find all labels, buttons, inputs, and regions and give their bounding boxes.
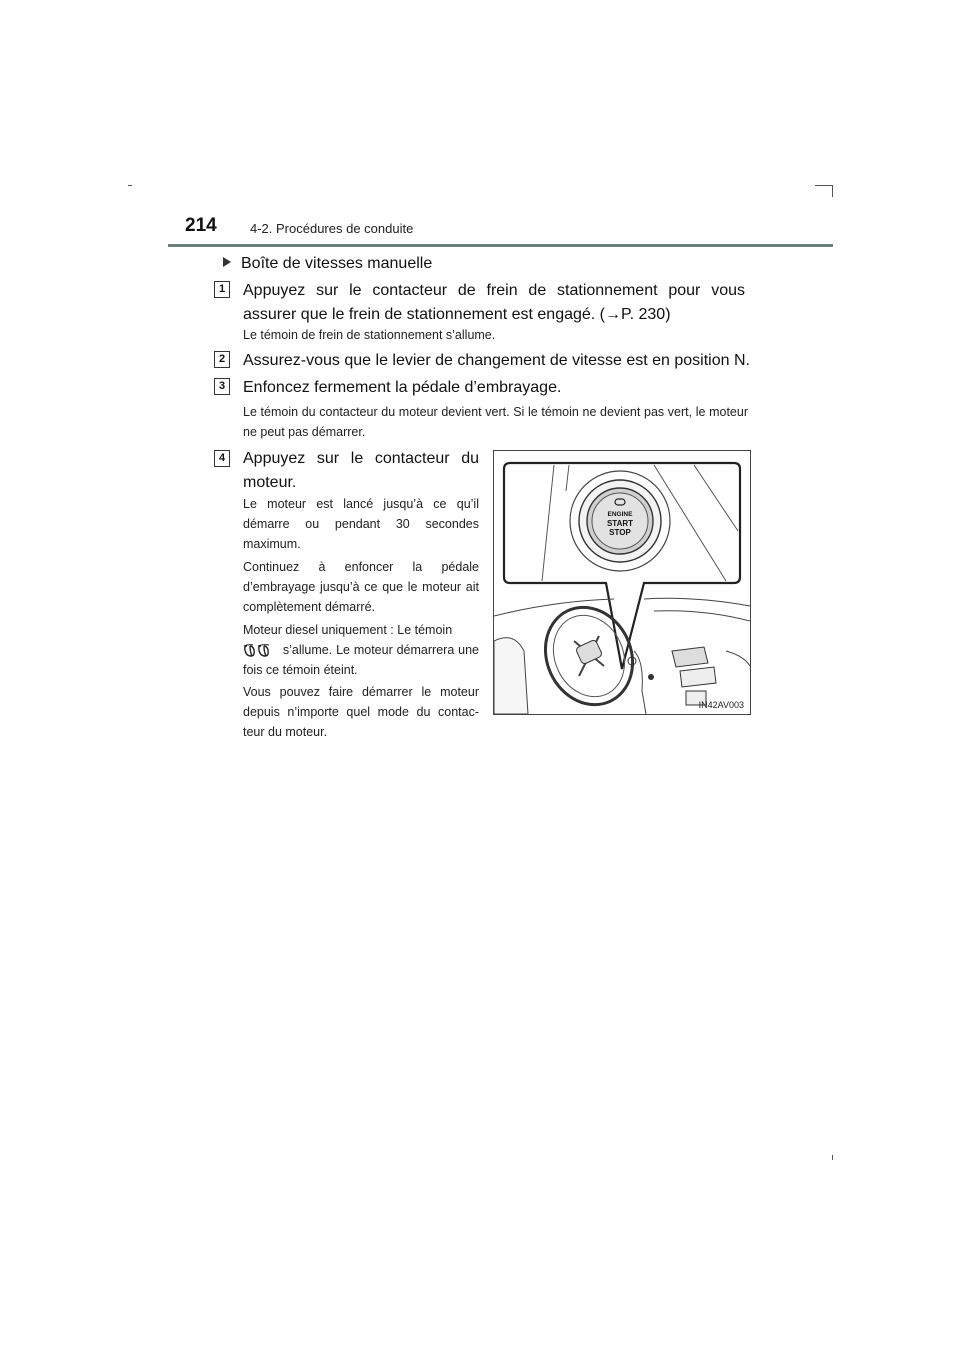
section-title: 4-2. Procédures de conduite: [250, 221, 414, 236]
step-3-text: Enfoncez fermement la pédale d’embrayage.: [243, 379, 562, 396]
page-number: 214: [185, 215, 217, 236]
engine-start-figure: [493, 450, 751, 715]
step-4-note-2: Continuez à enfoncer la pédale d’embrayage jusqu’à ce que le moteur ait complètement démarré.: [243, 560, 479, 614]
step-4-note-1: Le moteur est lancé jusqu’à ce qu’il démarre ou pendant 30 secondes maximum.: [243, 497, 479, 551]
crop-mark-top-right-h: [815, 185, 833, 186]
triangle-bullet-icon: [223, 257, 231, 267]
step-number-3: 3: [214, 378, 230, 395]
crop-mark-top-left: [128, 185, 132, 186]
engine-start-illustration: [494, 451, 750, 714]
button-line-start: START: [606, 519, 634, 528]
step-1-text: Appuyez sur le contacteur de frein de stationnement pour vous assurer que le frein de stationnement est engagé. (→P. 230): [243, 282, 745, 323]
step-4-text: Appuyez sur le contacteur du moteur.: [243, 450, 479, 491]
subheading-text: Boîte de vitesses manuelle: [241, 255, 433, 272]
diesel-note-before: Moteur diesel uniquement : Le témoin: [243, 623, 453, 637]
figure-label: IN42AV003: [698, 700, 744, 710]
step-4-diesel-note: [243, 620, 479, 680]
step-4-note-3: Vous pouvez faire démarrer le moteur depuis n’importe quel mode du contac-teur du moteur.: [243, 685, 479, 739]
diesel-note-after: s’allume. Le moteur démarrera une fois ce témoin éteint.: [243, 643, 479, 677]
button-line-engine: ENGINE: [607, 511, 633, 518]
step-number-4: 4: [214, 450, 230, 467]
step-2-text: Assurez-vous que le levier de changement de vitesse est en position N.: [243, 352, 750, 369]
step-3-note: Le témoin du contacteur du moteur devient vert. Si le témoin ne devient pas vert, le moteur ne peut pas démarrer.: [243, 405, 748, 439]
step-number-2: 2: [214, 351, 230, 368]
step-1-note: Le témoin de frein de stationnement s’allume.: [243, 328, 496, 342]
button-line-stop: STOP: [609, 528, 631, 537]
subheading: [223, 255, 432, 273]
crop-mark-top-right-v: [832, 185, 833, 197]
step-number-1: 1: [214, 281, 230, 298]
crop-mark-bottom-right: [832, 1155, 833, 1160]
header-rule: [168, 244, 833, 247]
glow-plug-indicator-icon: [243, 644, 279, 658]
